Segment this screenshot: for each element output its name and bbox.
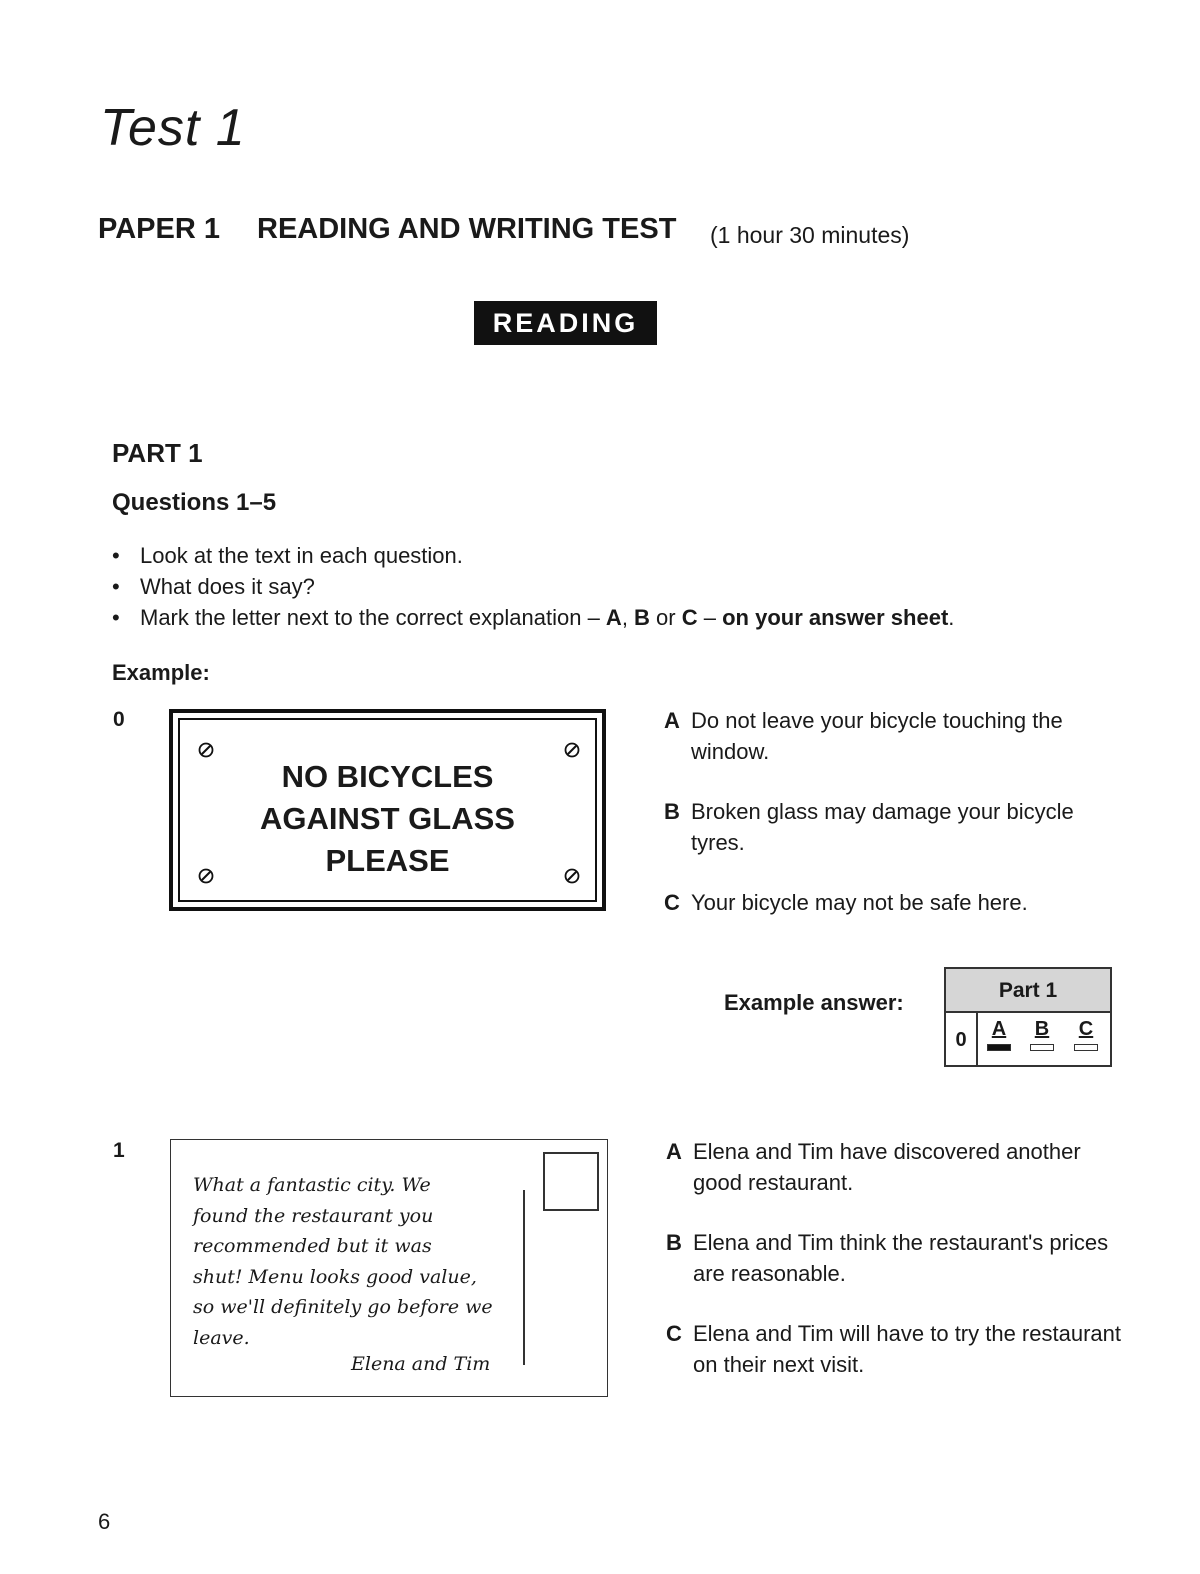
instruction-text: or (649, 605, 682, 630)
example-number: 0 (113, 708, 125, 731)
option-letter-b: B (634, 605, 650, 630)
instruction-text: Mark the letter next to the correct explanation – (140, 605, 606, 630)
postcard-line: shut! Menu looks good value, (193, 1265, 477, 1288)
instruction-text: . (948, 605, 955, 630)
option-text: Elena and Tim think the restaurant's prices are reasonable. (693, 1230, 1109, 1286)
option-letter: A (664, 708, 680, 733)
answer-letter: B (1034, 1018, 1050, 1040)
answer-choice-a (984, 1019, 1014, 1051)
part-heading: PART 1 (112, 438, 203, 468)
answer-choice-b (1027, 1019, 1057, 1051)
postcard-signature: Elena and Tim (351, 1353, 491, 1375)
sign (169, 709, 606, 911)
paper-title: READING AND WRITING TEST (257, 213, 677, 245)
instruction-item (112, 574, 315, 600)
option-letter: A (666, 1139, 682, 1164)
instruction-text: What does it say? (140, 574, 315, 599)
answer-choice-c (1071, 1019, 1101, 1051)
paper-label: PAPER 1 (98, 213, 220, 245)
sign-line: AGAINST GLASS (260, 801, 515, 836)
postcard-line: leave. (193, 1326, 250, 1349)
answer-letter: C (1078, 1018, 1094, 1040)
postcard-line: found the restaurant you (193, 1204, 434, 1227)
stamp-box (543, 1152, 599, 1211)
option-letter-a: A (605, 605, 622, 630)
postcard-line: What a fantastic city. We (193, 1174, 431, 1196)
bullet-icon: • (112, 574, 120, 599)
option-text: Your bicycle may not be safe here. (691, 890, 1028, 915)
question-number: 1 (113, 1139, 125, 1162)
example-option-a (664, 705, 1124, 767)
option-letter-c: C (681, 605, 698, 630)
answer-mark-empty (1074, 1044, 1098, 1051)
sign-line: NO BICYCLES (281, 759, 494, 794)
section-banner: READING (474, 301, 657, 345)
question1-option-b (666, 1227, 1126, 1289)
questions-heading: Questions 1–5 (112, 489, 277, 516)
sign-text (180, 756, 595, 882)
sign-line: PLEASE (325, 843, 450, 878)
test-title: Test 1 (100, 99, 246, 157)
answer-mark-filled (987, 1044, 1011, 1051)
option-letter: B (666, 1230, 682, 1255)
postcard-line: so we'll definitely go before we (193, 1296, 493, 1318)
postcard (170, 1139, 608, 1397)
option-letter: B (664, 799, 680, 824)
question1-option-c (666, 1318, 1126, 1380)
instruction-item (112, 543, 463, 569)
bullet-icon: • (112, 543, 120, 568)
instruction-item (112, 605, 954, 631)
answer-sheet-box (944, 967, 1112, 1067)
option-text: Elena and Tim will have to try the restaurant on their next visit. (693, 1321, 1121, 1377)
instruction-text: – (697, 605, 723, 630)
answer-mark-empty (1030, 1044, 1054, 1051)
answer-row-number: 0 (946, 1013, 978, 1065)
option-text: Broken glass may damage your bicycle tyres. (691, 799, 1074, 855)
instruction-text: , (621, 605, 635, 630)
option-letter: C (664, 890, 680, 915)
answer-sheet-header: Part 1 (946, 969, 1110, 1013)
option-text: Do not leave your bicycle touching the window. (691, 708, 1063, 764)
question1-option-a (666, 1136, 1126, 1198)
option-letter: C (666, 1321, 682, 1346)
postcard-line: recommended but it was (193, 1235, 432, 1257)
instruction-emphasis: on your answer sheet (722, 605, 949, 630)
postcard-message (193, 1170, 503, 1353)
example-option-b (664, 796, 1124, 858)
page-number: 6 (98, 1509, 111, 1534)
example-label: Example: (112, 660, 210, 685)
bullet-icon: • (112, 605, 120, 630)
example-answer-label: Example answer: (724, 990, 904, 1015)
option-text: Elena and Tim have discovered another good restaurant. (693, 1139, 1081, 1195)
postcard-divider (523, 1190, 525, 1365)
paper-duration: (1 hour 30 minutes) (710, 222, 910, 248)
sign-inner-border (178, 718, 597, 902)
answer-letter: A (991, 1018, 1007, 1040)
example-option-c (664, 887, 1124, 918)
instruction-text: Look at the text in each question. (140, 543, 463, 568)
